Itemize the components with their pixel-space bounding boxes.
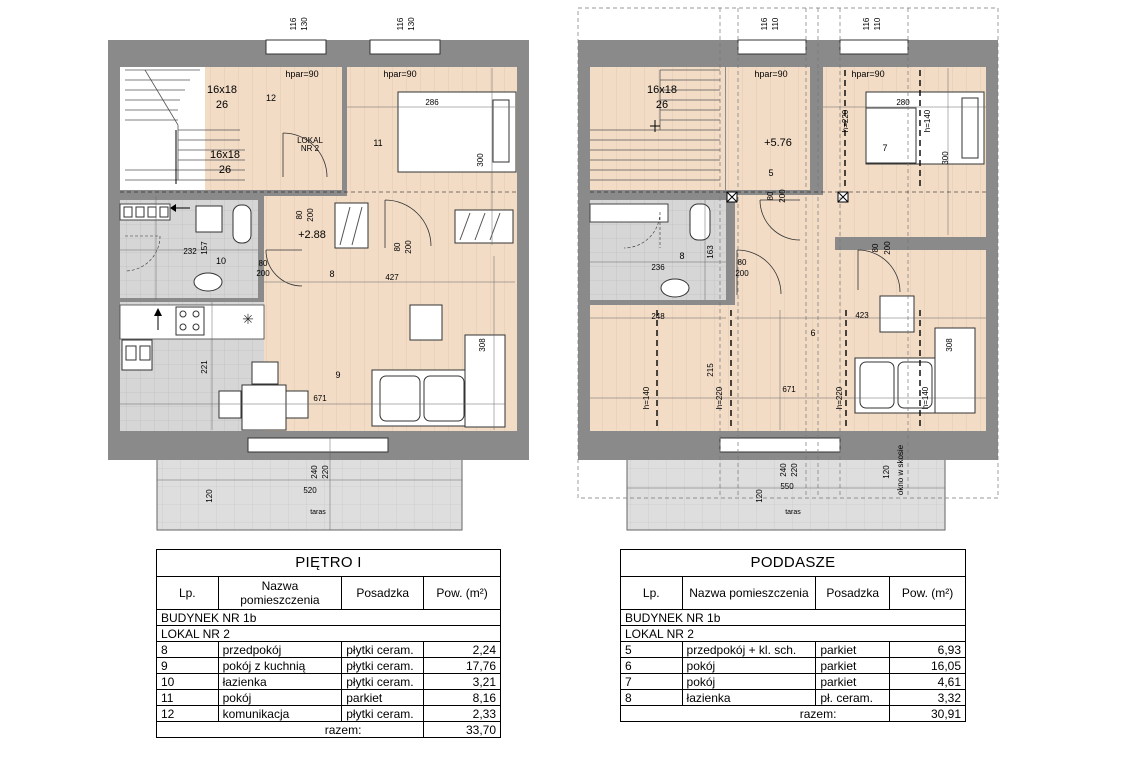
col-header: Lp. [621,577,683,610]
table-row [157,706,501,722]
row-area: 6,93 [890,642,966,658]
attic-stair-label: 26 [655,99,669,111]
floor1-room-number: 8 [329,269,335,279]
table-title: PODDASZE [621,550,966,577]
table-row [621,674,966,690]
attic-room-number: 7 [882,143,888,153]
floor1-stair-label: 16x18 [210,149,240,161]
row-floor: płytki ceram. [342,642,424,658]
floor1-dim: 220 [321,465,330,479]
row-area: 16,05 [890,658,966,674]
floor1-stair-label: 26 [215,99,229,111]
attic-dim: 423 [855,311,869,320]
table-row [621,642,966,658]
row-lp: 9 [157,658,219,674]
row-lp: 10 [157,674,219,690]
floor1-room-number: 12 [265,93,277,103]
total-value: 33,70 [424,722,501,738]
row-area: 2,24 [424,642,501,658]
table-title: PIĘTRO I [157,550,501,577]
floor1-stair-label: 16x18 [207,84,237,96]
attic-dim: 308 [945,338,954,352]
floor1-dim: 200 [404,240,413,254]
row-floor: parkiet [342,690,424,706]
attic-room-number: 5 [768,168,774,178]
floor1-dim: 157 [200,241,209,255]
col-header: Pow. (m²) [890,577,966,610]
row-floor: płytki ceram. [342,658,424,674]
attic-window-dim: 116 [862,17,871,31]
floor1-dim: 200 [256,269,270,278]
attic-dim: 120 [755,489,764,503]
floor1-dim: 240 [310,465,319,479]
total-value: 30,91 [890,706,966,722]
row-lp: 7 [621,674,683,690]
attic-window-dim: 110 [873,17,882,31]
attic-hpar: hpar=90 [851,69,885,79]
attic-stair-label: 16x18 [647,84,677,96]
lokal-row: LOKAL NR 2 [621,626,966,642]
attic-height: h=140 [923,109,932,133]
attic-height: h=220 [835,386,844,410]
row-area: 8,16 [424,690,501,706]
floor1-terrace-label: taras [310,509,326,516]
row-area: 17,76 [424,658,501,674]
attic-level: +5.76 [764,137,792,149]
floor1-dim: 80 [295,210,304,220]
floor1-dim: 80 [258,259,268,268]
floor1-dim: 80 [393,242,402,252]
row-area: 3,32 [890,690,966,706]
table-row [621,658,966,674]
table-row [621,690,966,706]
attic-dim: 163 [706,245,715,259]
attic-dim: 80 [871,243,880,253]
table-row [157,642,501,658]
floor1-lokal: LOKAL [297,136,323,145]
row-floor: parkiet [816,642,890,658]
row-name: pokój [682,658,816,674]
table-row [157,674,501,690]
attic-dim: 215 [706,363,715,377]
col-header: Posadzka [342,577,424,610]
row-name: łazienka [218,674,342,690]
row-lp: 8 [157,642,219,658]
row-lp: 5 [621,642,683,658]
svg-text:✳: ✳ [242,311,254,327]
floor1-room-number: 11 [373,138,383,148]
attic-dim: 550 [780,482,794,491]
row-floor: pł. ceram. [816,690,890,706]
row-name: pokój [682,674,816,690]
attic-plan [578,8,998,530]
row-lp: 12 [157,706,219,722]
floor1-dim: 120 [205,489,214,503]
floor1-window-dim: 130 [407,17,416,31]
floor1-dim: 300 [476,153,485,167]
attic-dim: 80 [766,191,775,201]
floor1-level: +2.88 [298,229,326,241]
attic-height: h=220 [841,109,850,133]
row-name: przedpokój + kl. sch. [682,642,816,658]
attic-height: h=140 [921,386,930,410]
floor1-window-dim: 116 [396,17,405,31]
attic-dim: 200 [735,269,749,278]
total-label: razem: [157,722,424,738]
row-name: przedpokój [218,642,342,658]
col-header: Pow. (m²) [424,577,501,610]
table-row [157,690,501,706]
floor1-hpar: hpar=90 [285,69,319,79]
floor1-dim: 520 [303,486,317,495]
attic-dim: 220 [790,463,799,477]
floor1-dim: 286 [425,98,439,107]
col-header: Lp. [157,577,219,610]
floor1-dim: 671 [313,394,327,403]
attic-dim: 236 [651,263,665,272]
attic-area-table [620,549,966,722]
row-area: 4,61 [890,674,966,690]
floor1-stair-label: 26 [218,164,232,176]
row-lp: 11 [157,690,219,706]
row-name: komunikacja [218,706,342,722]
table-row [157,658,501,674]
attic-window-dim: 116 [760,17,769,31]
attic-dim: 200 [778,189,787,203]
row-lp: 6 [621,658,683,674]
row-floor: płytki ceram. [342,674,424,690]
floor1-area-table [156,549,501,738]
attic-terrace-label: taras [785,509,801,516]
attic-note: okno w skosie [896,444,905,496]
row-floor: płytki ceram. [342,706,424,722]
floor1-room-number: 9 [335,370,341,380]
floor1-dim: 232 [183,247,197,256]
attic-room-6 [735,195,835,255]
attic-window-dim: 110 [771,17,780,31]
lokal-row: LOKAL NR 2 [157,626,501,642]
floor1-dim: 427 [385,273,399,282]
row-floor: parkiet [816,658,890,674]
attic-dim: 280 [896,98,910,107]
floor1-dim: 308 [478,338,487,352]
floor1-stair-area [120,67,205,190]
attic-room-number: 8 [679,251,685,261]
row-name: pokój [218,690,342,706]
floor1-plan [108,40,529,530]
attic-dim: 671 [782,385,796,394]
floor1-dim: 200 [306,208,315,222]
row-floor: parkiet [816,674,890,690]
attic-room-number: 6 [810,328,816,338]
attic-height: h=220 [715,386,724,410]
attic-height: h=140 [642,386,651,410]
floor1-window-dim: 130 [300,17,309,31]
attic-dim: 240 [779,463,788,477]
col-header: Nazwa pomieszczenia [682,577,816,610]
floor1-dim: 221 [200,360,209,374]
row-name: łazienka [682,690,816,706]
attic-dim: 248 [651,312,665,321]
attic-dim: 80 [737,258,747,267]
floor1-hpar: hpar=90 [383,69,417,79]
row-area: 2,33 [424,706,501,722]
total-label: razem: [621,706,890,722]
col-header: Posadzka [816,577,890,610]
floor1-lokal: NR 2 [300,144,320,153]
building-row: BUDYNEK NR 1b [157,610,501,626]
floor1-window-dim: 116 [289,17,298,31]
col-header: Nazwa pomieszczenia [218,577,342,610]
attic-dim: 120 [882,465,891,479]
row-area: 3,21 [424,674,501,690]
attic-hpar: hpar=90 [754,69,788,79]
building-row: BUDYNEK NR 1b [621,610,966,626]
attic-dim: 200 [883,241,892,255]
attic-dim: 300 [941,151,950,165]
row-name: pokój z kuchnią [218,658,342,674]
floor1-room-number: 10 [215,256,227,266]
row-lp: 8 [621,690,683,706]
